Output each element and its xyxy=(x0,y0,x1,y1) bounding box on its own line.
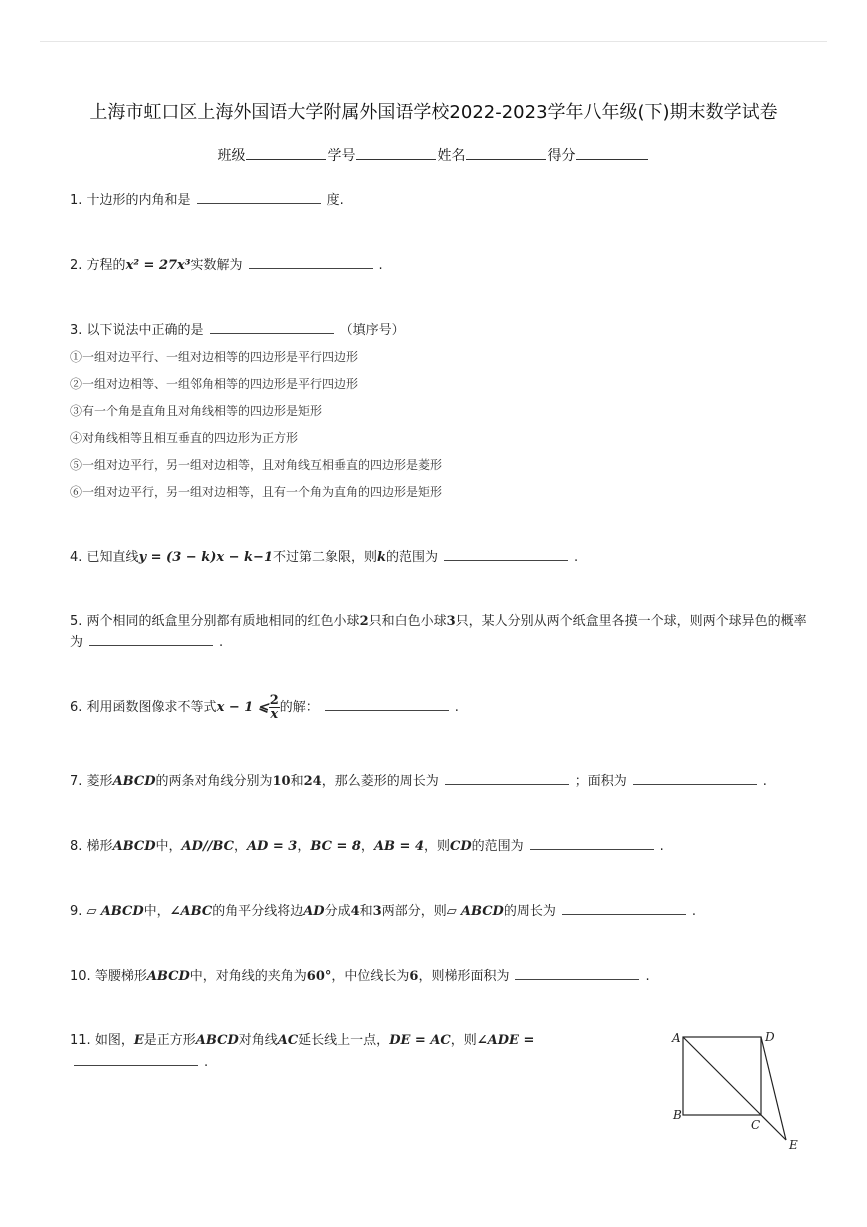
option-4: ④对角线相等且相互垂直的四边形为正方形 xyxy=(70,431,299,445)
math-expression: AC xyxy=(277,1033,299,1048)
separator: ， xyxy=(297,839,311,854)
question-text: 的两条对角线分别为 xyxy=(155,774,273,789)
top-rule xyxy=(40,41,827,42)
square-diagram xyxy=(670,1028,810,1156)
question-text: （填序号） xyxy=(339,323,405,338)
question-text: 是正方形 xyxy=(143,1033,196,1048)
page-title: 上海市虹口区上海外国语大学附属外国语学校2022-2023学年八年级(下)期末数学试卷 xyxy=(89,102,778,123)
question-text: 和 xyxy=(290,774,304,789)
answer-blank[interactable] xyxy=(445,771,569,785)
answer-blank[interactable] xyxy=(515,966,639,980)
question-6 xyxy=(70,694,459,721)
answer-blank[interactable] xyxy=(249,255,373,269)
answer-blank[interactable] xyxy=(444,547,568,561)
question-text: ；面积为 xyxy=(574,774,627,789)
diagonal-ac xyxy=(683,1037,761,1115)
question-1 xyxy=(70,190,344,211)
question-11-cont xyxy=(68,1052,208,1073)
id-label: 学号 xyxy=(327,148,356,164)
math-expression: x − 1 ⩽ xyxy=(216,700,269,715)
math-expression: AD xyxy=(303,904,325,919)
question-text: . xyxy=(378,258,383,273)
math-expression: y = (3 − k)x − k−1 xyxy=(138,550,273,565)
math-expression: 3 xyxy=(446,614,456,629)
answer-blank[interactable] xyxy=(633,771,757,785)
question-text: . xyxy=(762,774,767,789)
question-text: ，中位线长为 xyxy=(331,969,410,984)
question-text: 实数解为 xyxy=(190,258,243,273)
question-number: 1. xyxy=(70,193,83,208)
score-field[interactable] xyxy=(576,145,648,160)
class-label: 班级 xyxy=(217,148,246,164)
question-text: 中， xyxy=(143,904,170,919)
question-text: 等腰梯形 xyxy=(94,969,147,984)
question-number: 7. xyxy=(70,774,83,789)
parallelogram-symbol: ▱ xyxy=(446,904,457,919)
question-text: 两部分，则 xyxy=(381,904,447,919)
question-text: 利用函数图像求不等式 xyxy=(86,700,217,715)
label-e: E xyxy=(789,1138,798,1152)
math-expression: 10 xyxy=(272,774,291,789)
label-b: B xyxy=(673,1108,682,1122)
question-5 xyxy=(70,612,807,632)
math-expression: ABCD xyxy=(195,1033,239,1048)
question-text: . xyxy=(659,839,664,854)
question-text: 梯形 xyxy=(86,839,113,854)
question-text: 为 xyxy=(70,635,84,650)
question-number: 6. xyxy=(70,700,83,715)
id-field[interactable] xyxy=(356,145,436,160)
question-number: 11. xyxy=(70,1033,91,1048)
question-text: 方程的 xyxy=(86,258,126,273)
name-label: 姓名 xyxy=(437,148,466,164)
question-text: 分成 xyxy=(324,904,351,919)
question-text: 和 xyxy=(359,904,373,919)
label-c: C xyxy=(751,1118,761,1132)
segment-de xyxy=(761,1037,786,1140)
question-text: . xyxy=(454,700,459,715)
question-text: 的范围为 xyxy=(471,839,524,854)
question-text: 中，对角线的夹角为 xyxy=(189,969,307,984)
answer-blank[interactable] xyxy=(89,632,213,646)
label-a: A xyxy=(672,1031,681,1045)
answer-blank[interactable] xyxy=(210,320,334,334)
question-text: 不过第二象限，则 xyxy=(273,550,378,565)
question-number: 8. xyxy=(70,839,83,854)
question-2 xyxy=(70,255,383,276)
question-number: 10. xyxy=(70,969,91,984)
answer-blank[interactable] xyxy=(74,1052,198,1066)
option-5: ⑤一组对边平行，另一组对边相等，且对角线互相垂直的四边形是菱形 xyxy=(70,458,443,472)
question-number: 2. xyxy=(70,258,83,273)
math-expression: 2 xyxy=(359,614,369,629)
question-text: 中， xyxy=(155,839,182,854)
question-text: ，则 xyxy=(424,839,451,854)
math-expression: BC = 8 xyxy=(310,839,361,854)
math-expression: ∠ADE = xyxy=(476,1033,535,1048)
math-expression: ABCD xyxy=(112,774,156,789)
class-field[interactable] xyxy=(246,145,326,160)
answer-blank[interactable] xyxy=(530,836,654,850)
question-text: . xyxy=(691,904,696,919)
math-expression: CD xyxy=(450,839,472,854)
math-expression: AD = 3 xyxy=(246,839,298,854)
answer-blank[interactable] xyxy=(197,190,321,204)
question-9 xyxy=(70,901,696,922)
option-2: ②一组对边相等、一组邻角相等的四边形是平行四边形 xyxy=(70,377,359,391)
answer-blank[interactable] xyxy=(562,901,686,915)
question-text: 以下说法中正确的是 xyxy=(86,323,204,338)
question-text: 的解： xyxy=(279,700,319,715)
math-expression: AD//BC xyxy=(181,839,234,854)
question-text: 只和白色小球 xyxy=(368,614,447,629)
question-text: . xyxy=(204,1055,209,1070)
math-expression: x² = 27x³ xyxy=(125,258,191,273)
segment-ce xyxy=(761,1115,786,1140)
math-expression: ∠ABC xyxy=(169,904,213,919)
math-expression: ABCD xyxy=(112,839,156,854)
label-d: D xyxy=(765,1030,775,1044)
question-7 xyxy=(70,771,767,792)
question-text: ，则 xyxy=(450,1033,477,1048)
question-text: ，则梯形面积为 xyxy=(418,969,510,984)
math-expression: AB = 4 xyxy=(373,839,425,854)
math-expression: 24 xyxy=(303,774,322,789)
answer-blank[interactable] xyxy=(325,697,449,711)
math-expression: E xyxy=(133,1033,144,1048)
parallelogram-symbol: ▱ xyxy=(86,904,97,919)
question-text: . xyxy=(574,550,579,565)
math-expression: 6 xyxy=(409,969,419,984)
separator: ， xyxy=(233,839,247,854)
question-text: 的角平分线将边 xyxy=(212,904,304,919)
separator: ， xyxy=(360,839,374,854)
question-text: 的周长为 xyxy=(503,904,556,919)
question-text: . xyxy=(219,635,224,650)
question-text: 如图， xyxy=(94,1033,134,1048)
option-1: ①一组对边平行、一组对边相等的四边形是平行四边形 xyxy=(70,350,359,364)
option-3: ③有一个角是直角且对角线相等的四边形是矩形 xyxy=(70,404,323,418)
question-text: ，那么菱形的周长为 xyxy=(321,774,439,789)
question-number: 4. xyxy=(70,550,83,565)
fraction xyxy=(269,694,280,721)
question-5-cont xyxy=(70,632,223,653)
question-text: 只，某人分别从两个纸盒里各摸一个球，则两个球异色的概率 xyxy=(455,614,807,629)
math-expression: 60° xyxy=(306,969,332,984)
question-11 xyxy=(70,1031,534,1051)
question-8 xyxy=(70,836,664,857)
question-4 xyxy=(70,547,578,568)
question-text: 十边形的内角和是 xyxy=(86,193,191,208)
math-expression: k xyxy=(377,550,387,565)
question-3 xyxy=(70,320,405,341)
math-expression: DE = AC xyxy=(389,1033,451,1048)
student-info-row xyxy=(0,145,867,165)
question-text: . xyxy=(645,969,650,984)
fraction-denominator: x xyxy=(270,707,279,722)
math-expression: 4 xyxy=(350,904,360,919)
question-10 xyxy=(70,966,650,987)
math-expression: ABCD xyxy=(460,904,504,919)
score-label: 得分 xyxy=(547,148,576,164)
question-text: 已知直线 xyxy=(86,550,139,565)
question-text: 两个相同的纸盒里分别都有质地相同的红色小球 xyxy=(86,614,360,629)
fraction-numerator: 2 xyxy=(269,693,279,708)
question-text: 对角线 xyxy=(238,1033,278,1048)
question-text: 的范围为 xyxy=(386,550,439,565)
math-expression: 3 xyxy=(372,904,382,919)
question-number: 9. xyxy=(70,904,83,919)
option-6: ⑥一组对边平行，另一组对边相等，且有一个角为直角的四边形是矩形 xyxy=(70,485,443,499)
math-expression: ABCD xyxy=(100,904,144,919)
question-number: 3. xyxy=(70,323,83,338)
question-text: 菱形 xyxy=(86,774,113,789)
question-text: 延长线上一点， xyxy=(298,1033,390,1048)
math-expression: ABCD xyxy=(146,969,190,984)
question-text: 度. xyxy=(326,193,344,208)
name-field[interactable] xyxy=(466,145,546,160)
question-number: 5. xyxy=(70,614,83,629)
